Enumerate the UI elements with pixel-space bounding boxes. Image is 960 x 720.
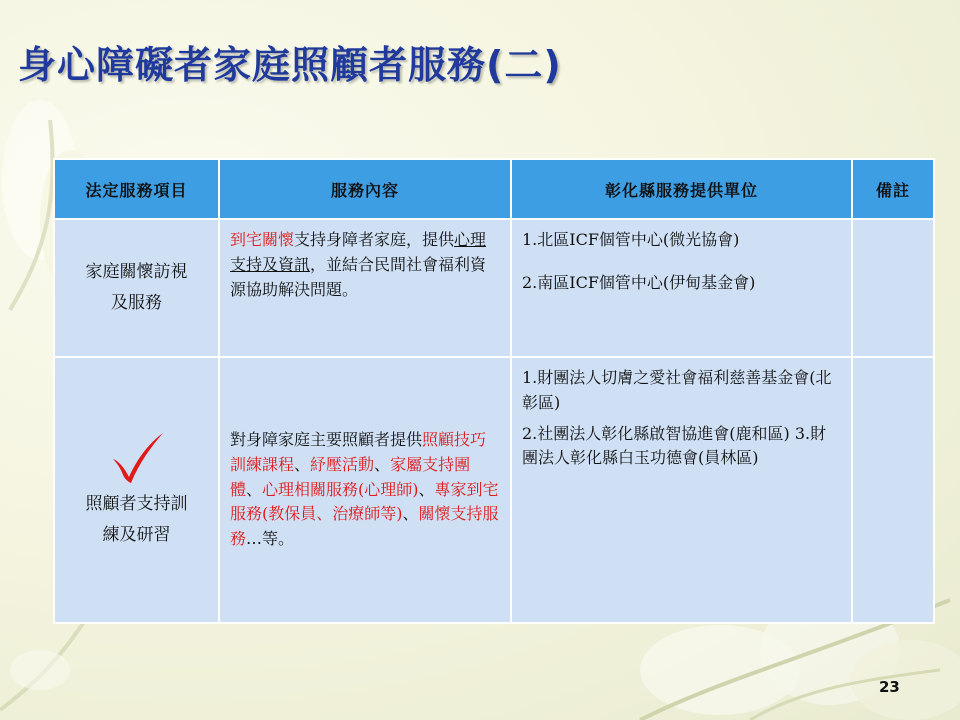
- table-row: [54, 357, 934, 623]
- row2-content-sep5: 、: [402, 504, 419, 524]
- header-service-item: 法定服務項目: [54, 159, 219, 219]
- row1-content-cell: [219, 219, 511, 357]
- row1-note-cell: [852, 219, 934, 357]
- page-number: 23: [879, 678, 900, 696]
- row2-content-psych-services: 心理相關服務(心理師): [262, 479, 419, 499]
- row2-content-stress-relief: 紓壓活動: [310, 454, 375, 474]
- row2-content-home-experts: 專家到宅服務(教保員、治療師等): [230, 479, 499, 524]
- row2-content-sep4: 、: [418, 479, 435, 499]
- row2-item-line2: 練及研習: [102, 525, 171, 545]
- row1-item-cell: [54, 219, 219, 357]
- row1-units-cell: [511, 219, 852, 357]
- row2-item-cell: [54, 357, 219, 623]
- row2-units-cell: [511, 357, 852, 623]
- row2-note-cell: [852, 357, 934, 623]
- row2-content-skills-training: 照顧技巧訓練課程: [230, 430, 487, 474]
- row2-content-intro: 對身障家庭主要照顧者提供: [230, 430, 423, 449]
- row1-unit-1: 1.北區ICF個管中心(微光協會): [522, 230, 740, 249]
- row1-content-text-b: ，並結合民間社會福利資源協助解決問題。: [230, 254, 487, 299]
- row2-content-cell: [219, 357, 511, 623]
- row1-unit-2: 2.南區ICF個管中心(伊甸基金會): [522, 272, 756, 292]
- row1-content-text-a: 支持身障者家庭，提供: [294, 230, 455, 249]
- row2-content-family-support: 家屬支持團體: [230, 454, 471, 499]
- header-service-content: 服務內容: [219, 159, 511, 219]
- row1-item-line1: 家庭關懷訪視: [85, 262, 188, 283]
- row2-item-line1: 照顧者支持訓: [85, 494, 188, 515]
- row1-content-highlight-home-care: 到宅關懷: [230, 230, 295, 249]
- header-provider-units: 彰化縣服務提供單位: [511, 159, 852, 219]
- row2-content-sep1: 、: [294, 454, 311, 474]
- row2-unit-2: 2.社團法人彰化縣啟智協進會(鹿和區) 3.財團法人彰化縣白玉功德會(員林區): [522, 423, 827, 468]
- row2-content-care-support: 關懷支持服務: [230, 504, 499, 549]
- table-header-row: [54, 159, 934, 219]
- row1-item-line2: 及服務: [111, 293, 162, 313]
- row2-content-end: …等。: [246, 529, 295, 549]
- row2-content-sep3: 、: [246, 479, 263, 499]
- check-mark-icon: [107, 429, 167, 485]
- header-notes: 備註: [852, 159, 934, 219]
- services-table: [53, 158, 935, 624]
- row1-content-underline-support: 心理支持及資訊: [230, 230, 487, 274]
- table-row: [54, 219, 934, 357]
- page-title: 身心障礙者家庭照顧者服務(二): [18, 43, 562, 87]
- row2-content-sep2: 、: [374, 454, 391, 474]
- row2-unit-1: 1.財團法人切膚之愛社會福利慈善基金會(北彰區): [522, 368, 832, 412]
